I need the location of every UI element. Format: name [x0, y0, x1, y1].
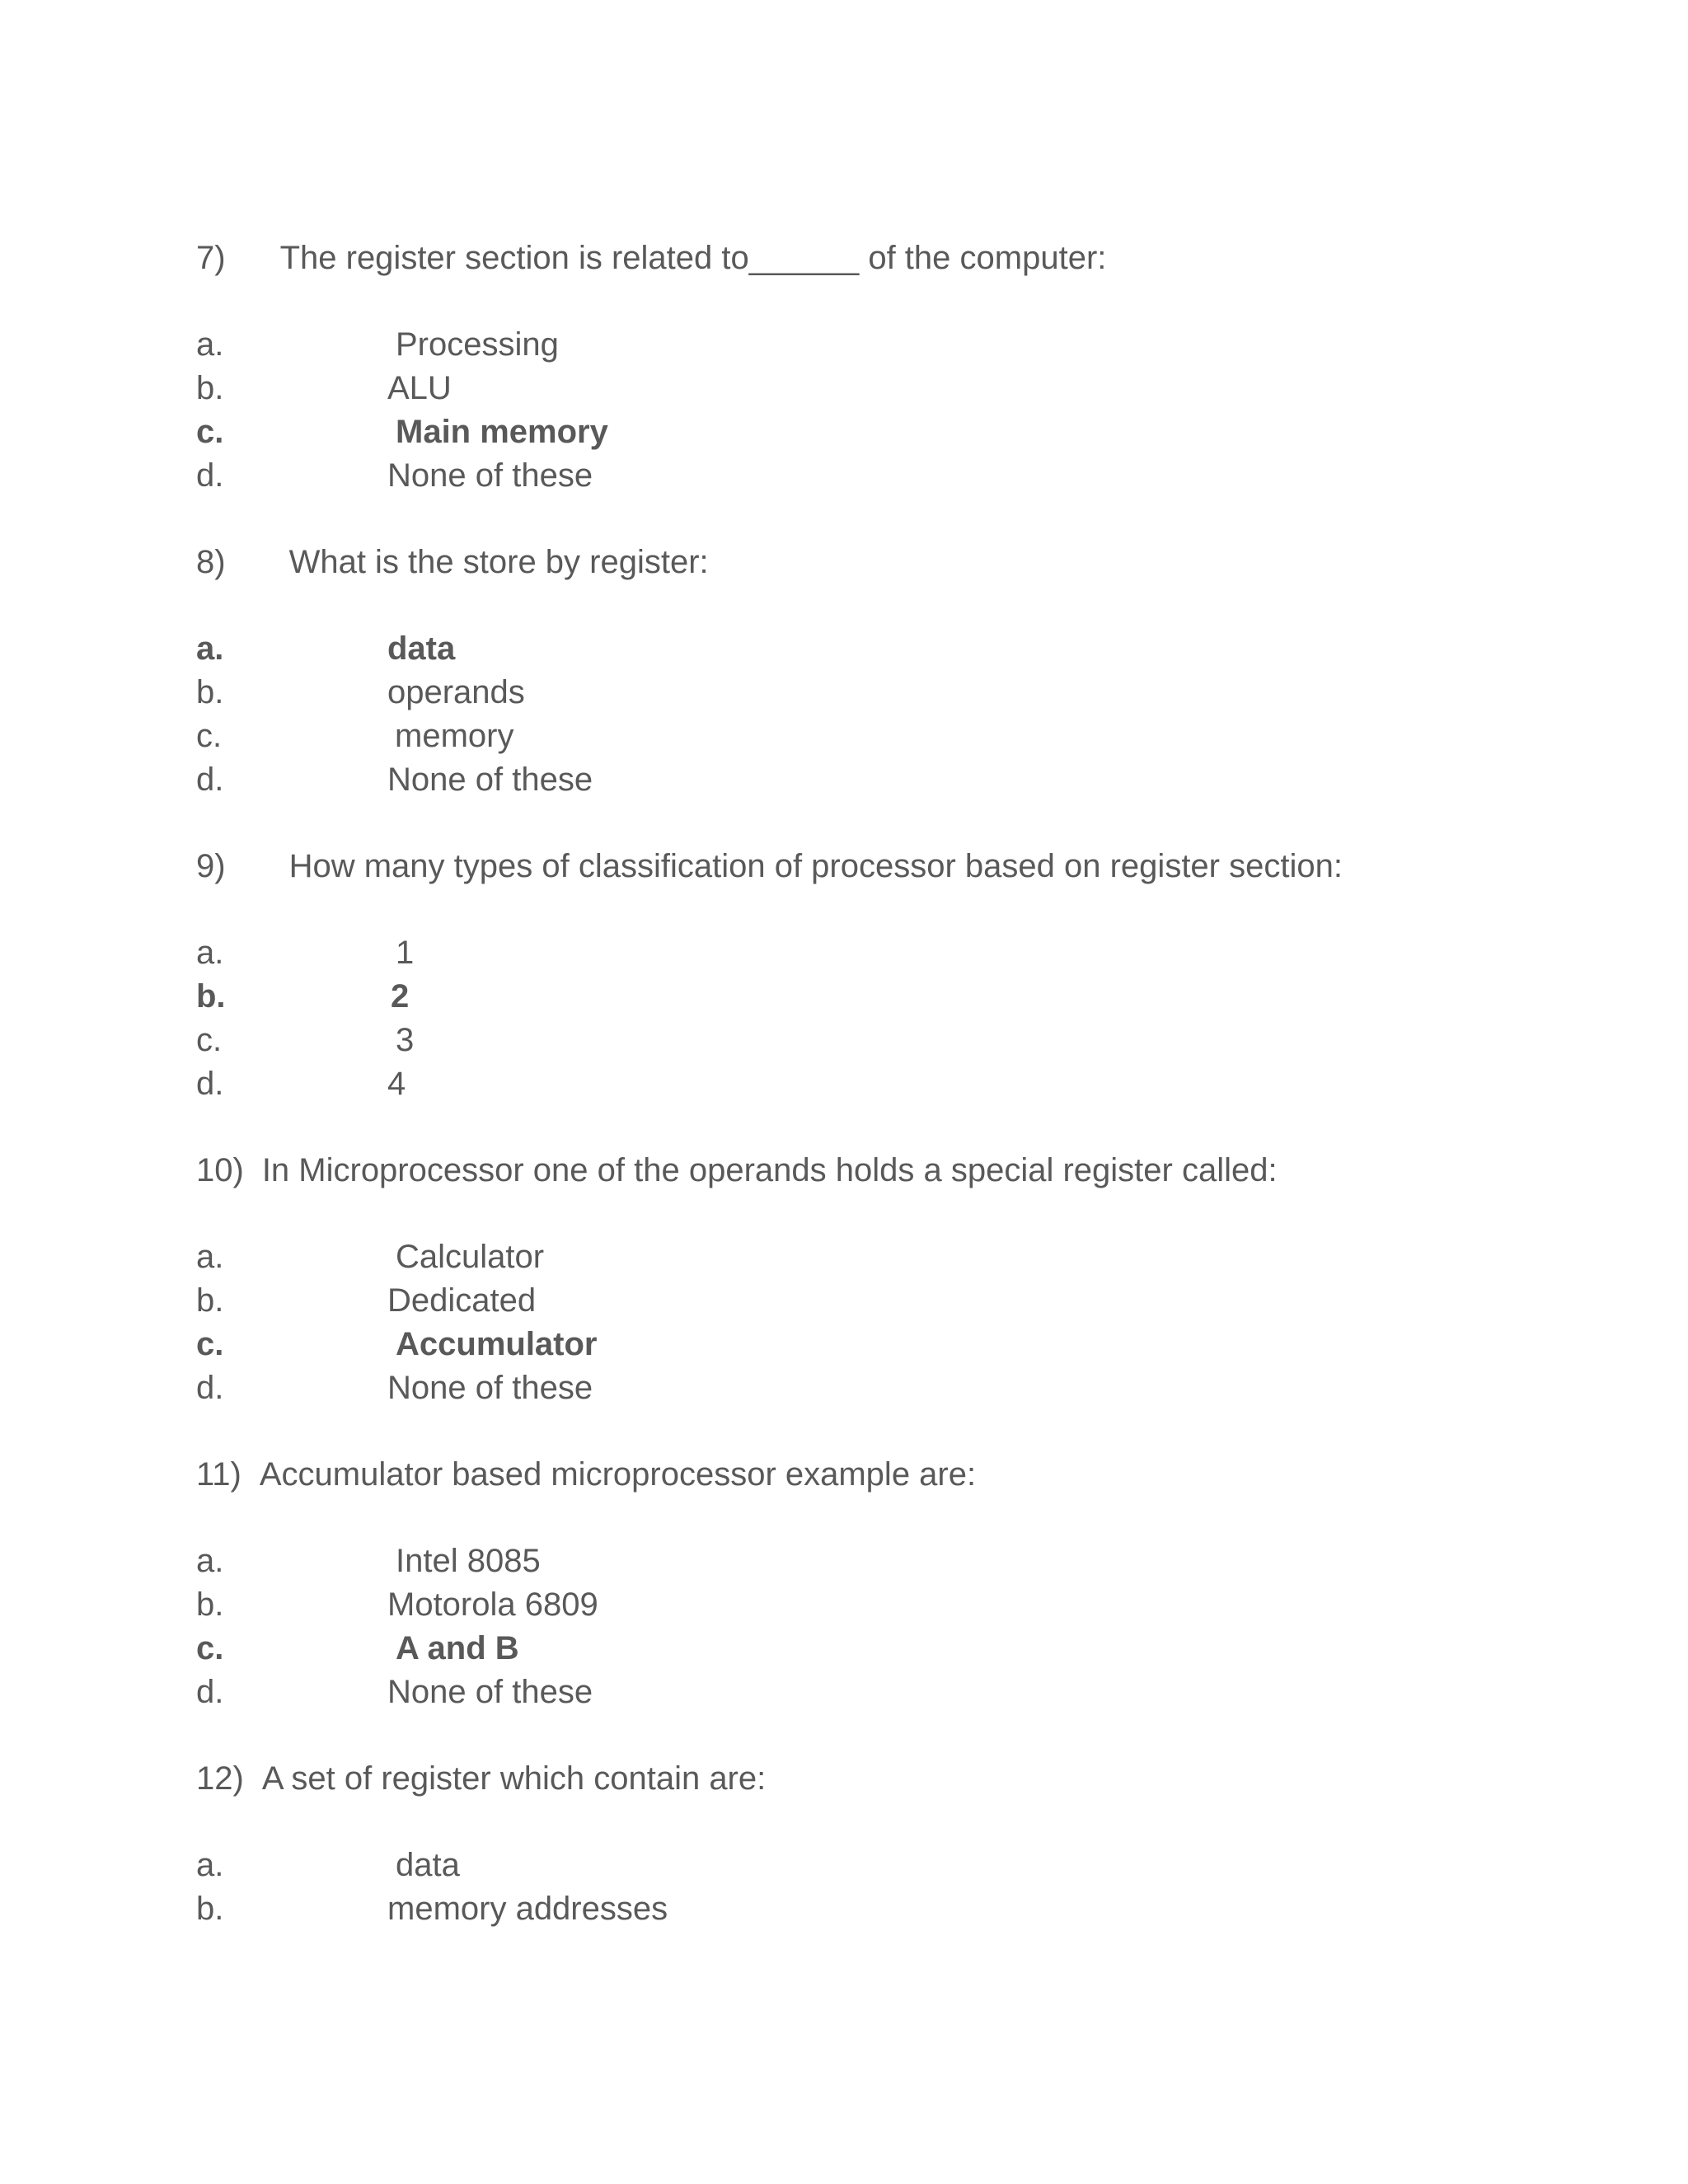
- option-text: memory: [395, 718, 514, 754]
- option-letter: b.: [196, 370, 224, 406]
- option-letter: a.: [196, 1543, 224, 1579]
- option-letter: d.: [196, 1674, 224, 1710]
- question-7: [196, 241, 1106, 274]
- option-text: None of these: [387, 762, 593, 798]
- option-letter: c.: [196, 414, 224, 450]
- option-letter: a.: [196, 935, 224, 971]
- option-letter: a.: [196, 1847, 224, 1883]
- option-letter: a.: [196, 1239, 224, 1275]
- question-number: 11): [196, 1456, 241, 1493]
- question-12: [196, 1762, 766, 1795]
- option-text: Motorola 6809: [387, 1586, 598, 1623]
- option-text: operands: [387, 674, 525, 710]
- option-letter: c.: [196, 1022, 223, 1058]
- option-letter: a.: [196, 326, 224, 363]
- option-letter: b.: [196, 1891, 224, 1927]
- option-letter: c.: [196, 1630, 224, 1666]
- option-letter: d.: [196, 762, 224, 798]
- option-letter: b.: [196, 674, 224, 710]
- option-letter: b.: [196, 1586, 224, 1623]
- question-number: 8): [196, 544, 226, 580]
- question-10: [196, 1154, 1278, 1187]
- option-text: None of these: [387, 457, 593, 494]
- option-text: ALU: [387, 370, 452, 406]
- option-letter: c.: [196, 1326, 224, 1362]
- option-letter: c.: [196, 718, 223, 754]
- question-text: The register section is related to______ of the computer:: [279, 240, 1107, 276]
- option-text: Main memory: [396, 414, 608, 450]
- option-letter: b.: [196, 978, 226, 1015]
- question-11: [196, 1458, 976, 1491]
- option-letter: d.: [196, 457, 224, 494]
- question-text: Accumulator based microprocessor example are:: [259, 1456, 977, 1493]
- option-text: data: [387, 630, 456, 667]
- option-text: memory addresses: [387, 1891, 668, 1927]
- option-text: A and B: [396, 1630, 519, 1666]
- option-text: Dedicated: [387, 1282, 537, 1319]
- question-number: 10): [196, 1152, 244, 1188]
- option-text: 4: [387, 1066, 406, 1102]
- option-letter: b.: [196, 1282, 224, 1319]
- option-text: Calculator: [396, 1239, 545, 1275]
- question-9: [196, 850, 1343, 883]
- option-text: Accumulator: [396, 1326, 598, 1362]
- question-8: [196, 546, 709, 579]
- question-number: 12): [196, 1760, 244, 1797]
- option-letter: a.: [196, 630, 224, 667]
- option-text: None of these: [387, 1674, 593, 1710]
- question-text: A set of register which contain are:: [261, 1760, 767, 1797]
- question-text: In Microprocessor one of the operands holds a special register called:: [261, 1152, 1278, 1188]
- question-number: 7): [196, 240, 226, 276]
- option-text: Processing: [396, 326, 559, 363]
- question-number: 9): [196, 848, 226, 884]
- option-text: None of these: [387, 1370, 593, 1406]
- question-text: How many types of classification of processor based on register section:: [288, 848, 1343, 884]
- option-text: 3: [396, 1022, 415, 1058]
- option-text: Intel 8085: [396, 1543, 541, 1579]
- option-text: 2: [391, 978, 410, 1015]
- option-letter: d.: [196, 1066, 224, 1102]
- option-text: data: [396, 1847, 460, 1883]
- option-letter: d.: [196, 1370, 224, 1406]
- question-text: What is the store by register:: [288, 544, 709, 580]
- option-text: 1: [396, 935, 415, 971]
